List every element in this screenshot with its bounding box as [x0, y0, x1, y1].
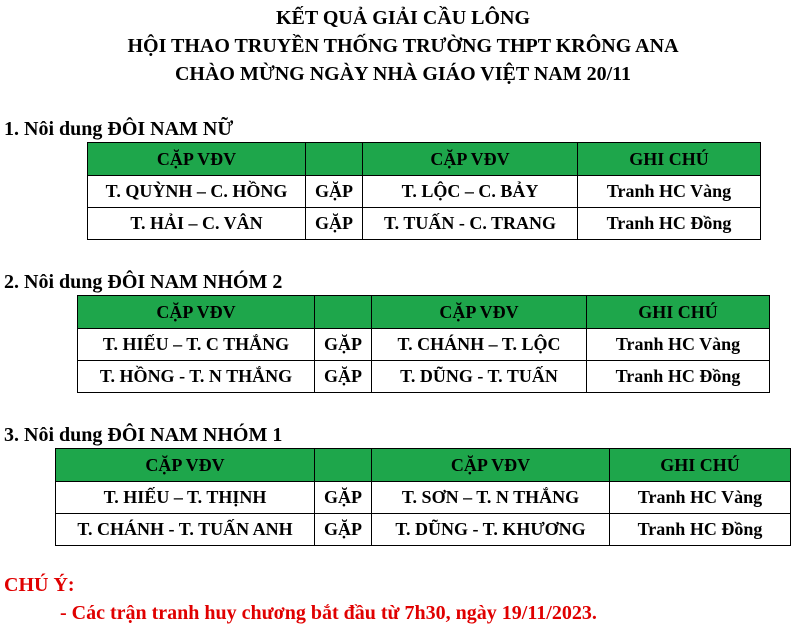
- versus-cell: GẶP: [306, 176, 363, 208]
- note-cell: Tranh HC Vàng: [578, 176, 761, 208]
- pair-b-cell: T. LỘC – C. BẢY: [363, 176, 578, 208]
- versus-cell: GẶP: [315, 361, 372, 393]
- pair-a-cell: T. HẢI – C. VÂN: [88, 208, 306, 240]
- header-pair-a: CẶP VĐV: [78, 296, 315, 329]
- note-text: - Các trận tranh huy chương bắt đầu từ 7h30, ngày 19/11/2023.: [60, 602, 597, 624]
- note-cell: Tranh HC Vàng: [610, 482, 791, 514]
- table-header-row: [56, 449, 791, 482]
- section-3-table: [55, 448, 791, 546]
- table-row: [78, 329, 770, 361]
- versus-cell: GẶP: [306, 208, 363, 240]
- versus-cell: GẶP: [315, 514, 372, 546]
- table-header-row: [88, 143, 761, 176]
- pair-a-cell: T. HỒNG - T. N THẮNG: [78, 361, 315, 393]
- header-versus: [315, 296, 372, 329]
- note-cell: Tranh HC Đồng: [578, 208, 761, 240]
- versus-cell: GẶP: [315, 329, 372, 361]
- section-2-table: [77, 295, 770, 393]
- section-1-table: [87, 142, 761, 240]
- header-pair-a: CẶP VĐV: [88, 143, 306, 176]
- note-cell: Tranh HC Đồng: [610, 514, 791, 546]
- header-note: GHI CHÚ: [610, 449, 791, 482]
- header-pair-a: CẶP VĐV: [56, 449, 315, 482]
- note-cell: Tranh HC Đồng: [587, 361, 770, 393]
- section-3-title: 3. Nôi dung ĐÔI NAM NHÓM 1: [4, 424, 283, 446]
- header-note: GHI CHÚ: [587, 296, 770, 329]
- pair-a-cell: T. QUỲNH – C. HỒNG: [88, 176, 306, 208]
- pair-b-cell: T. DŨNG - T. TUẤN: [372, 361, 587, 393]
- pair-b-cell: T. CHÁNH – T. LỘC: [372, 329, 587, 361]
- pair-b-cell: T. DŨNG - T. KHƯƠNG: [372, 514, 610, 546]
- header-pair-b: CẶP VĐV: [372, 296, 587, 329]
- header-versus: [306, 143, 363, 176]
- versus-cell: GẶP: [315, 482, 372, 514]
- header-line-3: CHÀO MỪNG NGÀY NHÀ GIÁO VIỆT NAM 20/11: [174, 63, 632, 85]
- header-note: GHI CHÚ: [578, 143, 761, 176]
- pair-b-cell: T. TUẤN - C. TRANG: [363, 208, 578, 240]
- pair-a-cell: T. HIẾU – T. THỊNH: [56, 482, 315, 514]
- table-row: [88, 176, 761, 208]
- table-header-row: [78, 296, 770, 329]
- section-1-title: 1. Nôi dung ĐÔI NAM NỮ: [4, 118, 234, 140]
- pair-a-cell: T. HIẾU – T. C THẮNG: [78, 329, 315, 361]
- note-label: CHÚ Ý:: [4, 574, 75, 596]
- header-line-2: HỘI THAO TRUYỀN THỐNG TRƯỜNG THPT KRÔNG ANA: [127, 35, 679, 57]
- header-pair-b: CẶP VĐV: [363, 143, 578, 176]
- table-row: [56, 482, 791, 514]
- header-pair-b: CẶP VĐV: [372, 449, 610, 482]
- pair-a-cell: T. CHÁNH - T. TUẤN ANH: [56, 514, 315, 546]
- header-line-1: KẾT QUẢ GIẢI CẦU LÔNG: [275, 7, 531, 29]
- table-row: [88, 208, 761, 240]
- table-row: [78, 361, 770, 393]
- note-cell: Tranh HC Vàng: [587, 329, 770, 361]
- header-versus: [315, 449, 372, 482]
- pair-b-cell: T. SƠN – T. N THẮNG: [372, 482, 610, 514]
- section-2-title: 2. Nôi dung ĐÔI NAM NHÓM 2: [4, 271, 283, 293]
- table-row: [56, 514, 791, 546]
